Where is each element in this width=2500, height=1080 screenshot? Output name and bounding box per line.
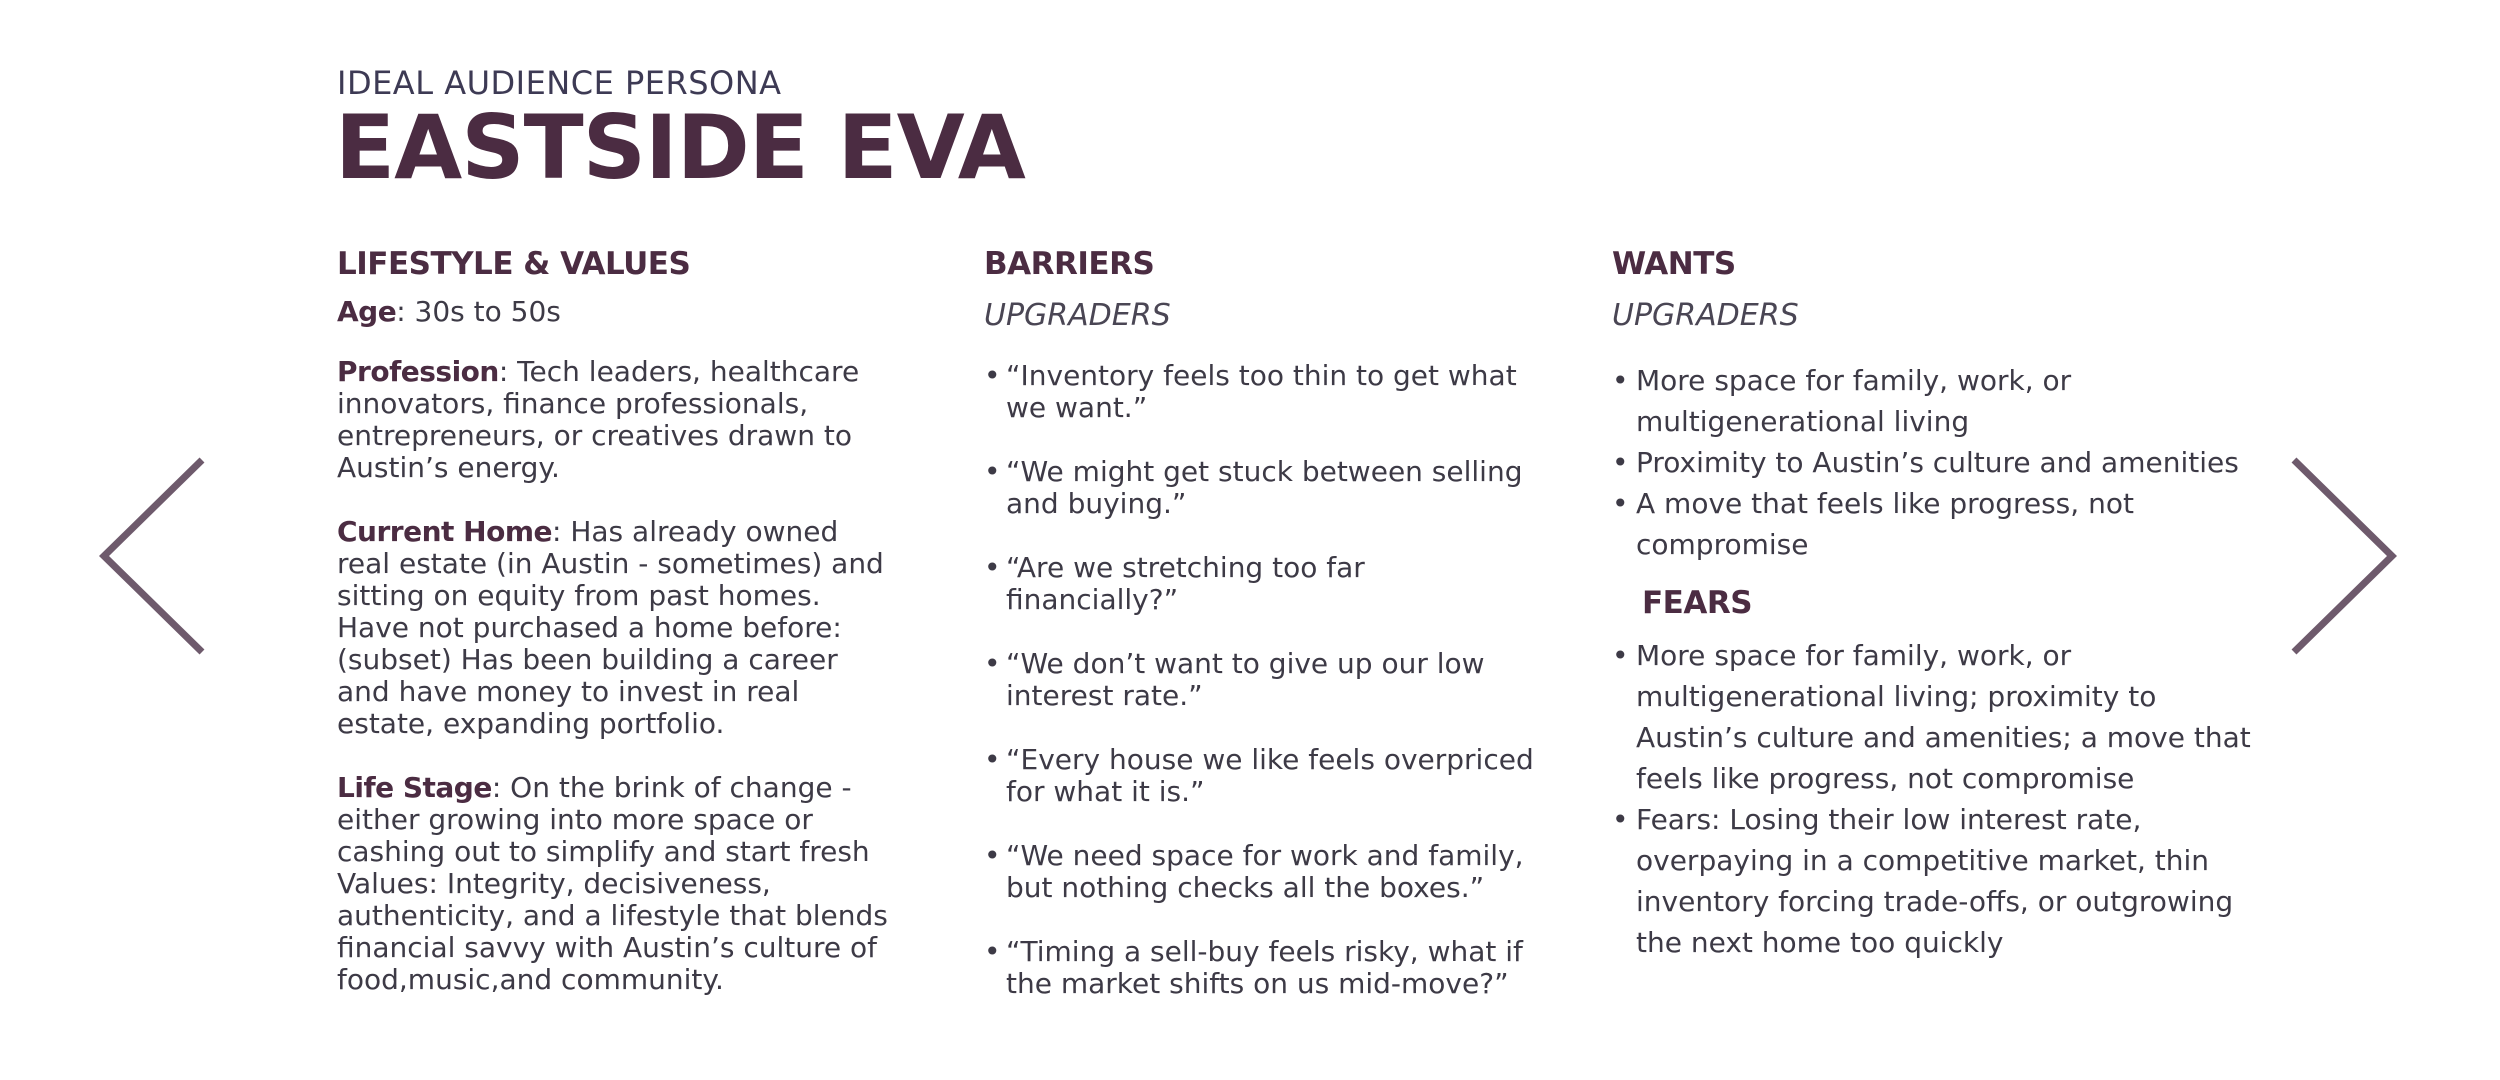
chevron-right-icon [2286,456,2406,656]
persona-kicker: IDEAL AUDIENCE PERSONA [337,64,782,102]
persona-title: EASTSIDE EVA [335,96,1025,199]
next-slide-button[interactable] [2286,456,2406,656]
wants-column [1612,244,2252,963]
list-item: • More space for family, work, or multigenerational living [1612,360,2252,442]
life-stage-label: Life Stage [337,771,492,804]
age-value: : 30s to 50s [396,295,561,328]
list-item: • “We don’t want to give up our low interest rate.” [984,648,1544,712]
profession-field [337,356,897,484]
barriers-subheading: UPGRADERS [984,298,1171,333]
list-item: • More space for family, work, or multigenerational living; proximity to Austin’s culture and amenities; a move that feels like progress, not compromise [1612,635,2252,799]
life-stage-field [337,772,897,996]
chevron-left-icon [90,456,210,656]
lifestyle-column [337,244,897,1028]
wants-subheading: UPGRADERS [1612,298,1799,333]
list-item: • “We might get stuck between selling and buying.” [984,456,1544,520]
wants-heading: WANTS [1612,246,1736,282]
lifestyle-heading: LIFESTYLE & VALUES [337,246,691,282]
wants-list [1612,360,2252,565]
barriers-list [984,360,1544,1000]
previous-slide-button[interactable] [90,456,210,656]
age-label: Age [337,295,397,328]
barriers-heading: BARRIERS [984,246,1155,282]
fears-heading: FEARS [1642,585,1753,621]
list-item: • Fears: Losing their low interest rate, overpaying in a competitive market, thin inventory forcing trade-offs, or outgrowing the next home too quickly [1612,799,2252,963]
current-home-field [337,516,897,740]
life-stage-value: : On the brink of change - either growing into more space or cashing out to simplify and start fresh Values: Integrity, decisiveness, authenticity, and a lifestyle that blends financial savvy with Austin’s culture of food,music,and community. [337,771,888,996]
list-item: • “Every house we like feels overpriced for what it is.” [984,744,1544,808]
profession-label: Profession [337,355,499,388]
list-item: • “Timing a sell-buy feels risky, what if the market shifts on us mid-move?” [984,936,1544,1000]
list-item: • “We need space for work and family, but nothing checks all the boxes.” [984,840,1544,904]
list-item: • “Are we stretching too far financially?” [984,552,1544,616]
fears-list [1612,635,2252,963]
list-item: • Proximity to Austin’s culture and amenities [1612,442,2252,483]
current-home-label: Current Home [337,515,552,548]
barriers-column [984,244,1544,1032]
list-item: • A move that feels like progress, not compromise [1612,483,2252,565]
profession-value: : Tech leaders, healthcare innovators, finance professionals, entrepreneurs, or creatives drawn to Austin’s energy. [337,355,860,484]
age-field [337,296,897,328]
current-home-value: : Has already owned real estate (in Austin - sometimes) and sitting on equity from past homes. Have not purchased a home before: (subset) Has been building a career and have money to invest in real estate, expanding portfolio. [337,515,884,740]
list-item: • “Inventory feels too thin to get what we want.” [984,360,1544,424]
